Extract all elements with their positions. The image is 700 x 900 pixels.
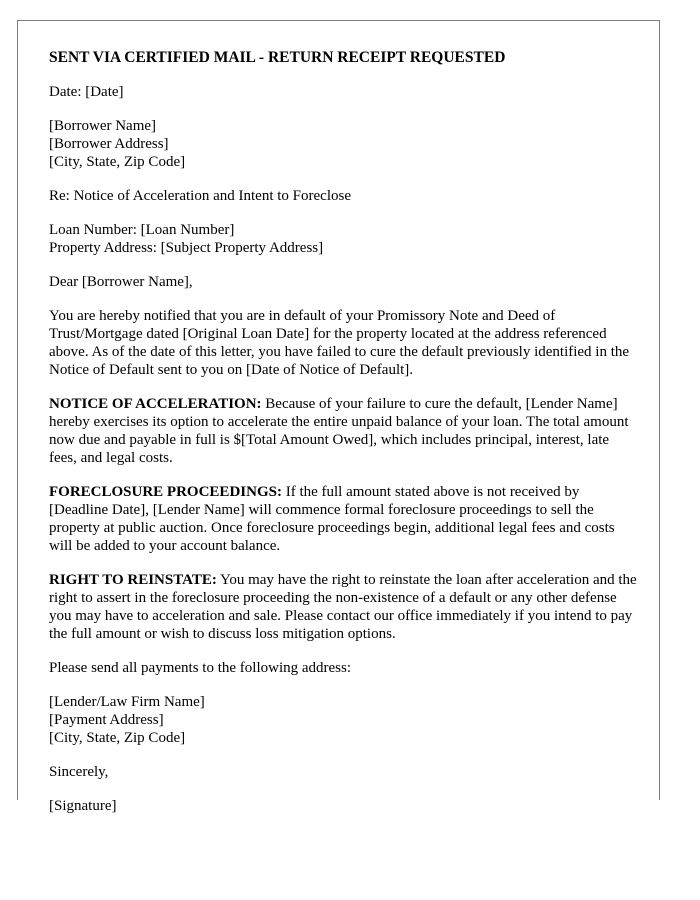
reinstate-heading: RIGHT TO REINSTATE: <box>49 572 217 588</box>
acceleration-text: Because of your failure to cure the default, [Lender Name] hereby exercises its option to accelerate the entire unpaid balance of your loan. The total amount now due and payable in full is $[Total Amount Owed], which includes principal, interest, late fees, and legal costs. <box>49 396 629 466</box>
payment-instruction: Please send all payments to the following address: <box>49 660 352 676</box>
payment-firm-name: [Lender/Law Firm Name] <box>49 694 205 710</box>
recipient-city-state-zip: [City, State, Zip Code] <box>49 154 186 170</box>
payment-address: [Payment Address] <box>49 712 164 728</box>
date-line: Date: [Date] <box>49 84 124 100</box>
closing: Sincerely, <box>49 764 109 780</box>
signature: [Signature] <box>49 798 117 814</box>
recipient-block <box>49 117 639 171</box>
salutation: Dear [Borrower Name], <box>49 274 193 290</box>
mail-notice: SENT VIA CERTIFIED MAIL - RETURN RECEIPT REQUESTED <box>49 49 506 66</box>
recipient-address: [Borrower Address] <box>49 136 169 152</box>
letter-page <box>17 20 660 814</box>
payment-address-block <box>49 693 639 747</box>
foreclosure-heading: FORECLOSURE PROCEEDINGS: <box>49 484 282 500</box>
foreclosure-paragraph <box>49 483 639 555</box>
acceleration-heading: NOTICE OF ACCELERATION: <box>49 396 262 412</box>
loan-info-block <box>49 221 639 257</box>
foreclosure-text: If the full amount stated above is not received by [Deadline Date], [Lender Name] will commence formal foreclosure proceedings to sell the property at public auction. Once foreclosure proceedings begin, additional legal fees and costs will be added to your account balance. <box>49 484 615 554</box>
property-address: Property Address: [Subject Property Address] <box>49 240 324 256</box>
recipient-name: [Borrower Name] <box>49 118 157 134</box>
letter-body <box>49 49 639 831</box>
reinstate-paragraph <box>49 571 639 643</box>
loan-number: Loan Number: [Loan Number] <box>49 222 235 238</box>
reinstate-text: You may have the right to reinstate the loan after acceleration and the right to assert in the foreclosure proceeding the non-existence of a default or any other defense you may have to acceleration and sale. Please contact our office immediately if you intend to pay the full amount or wish to discuss loss mitigation options. <box>49 572 637 642</box>
payment-city-state-zip: [City, State, Zip Code] <box>49 730 186 746</box>
intro-paragraph: You are hereby notified that you are in default of your Promissory Note and Deed of Trust/Mortgage dated [Original Loan Date] for the property located at the address referenced above. As of the date of this letter, you have failed to cure the default previously identified in the Notice of Default sent to you on [Date of Notice of Default]. <box>49 308 630 378</box>
re-line: Re: Notice of Acceleration and Intent to Foreclose <box>49 188 351 204</box>
acceleration-paragraph <box>49 395 639 467</box>
